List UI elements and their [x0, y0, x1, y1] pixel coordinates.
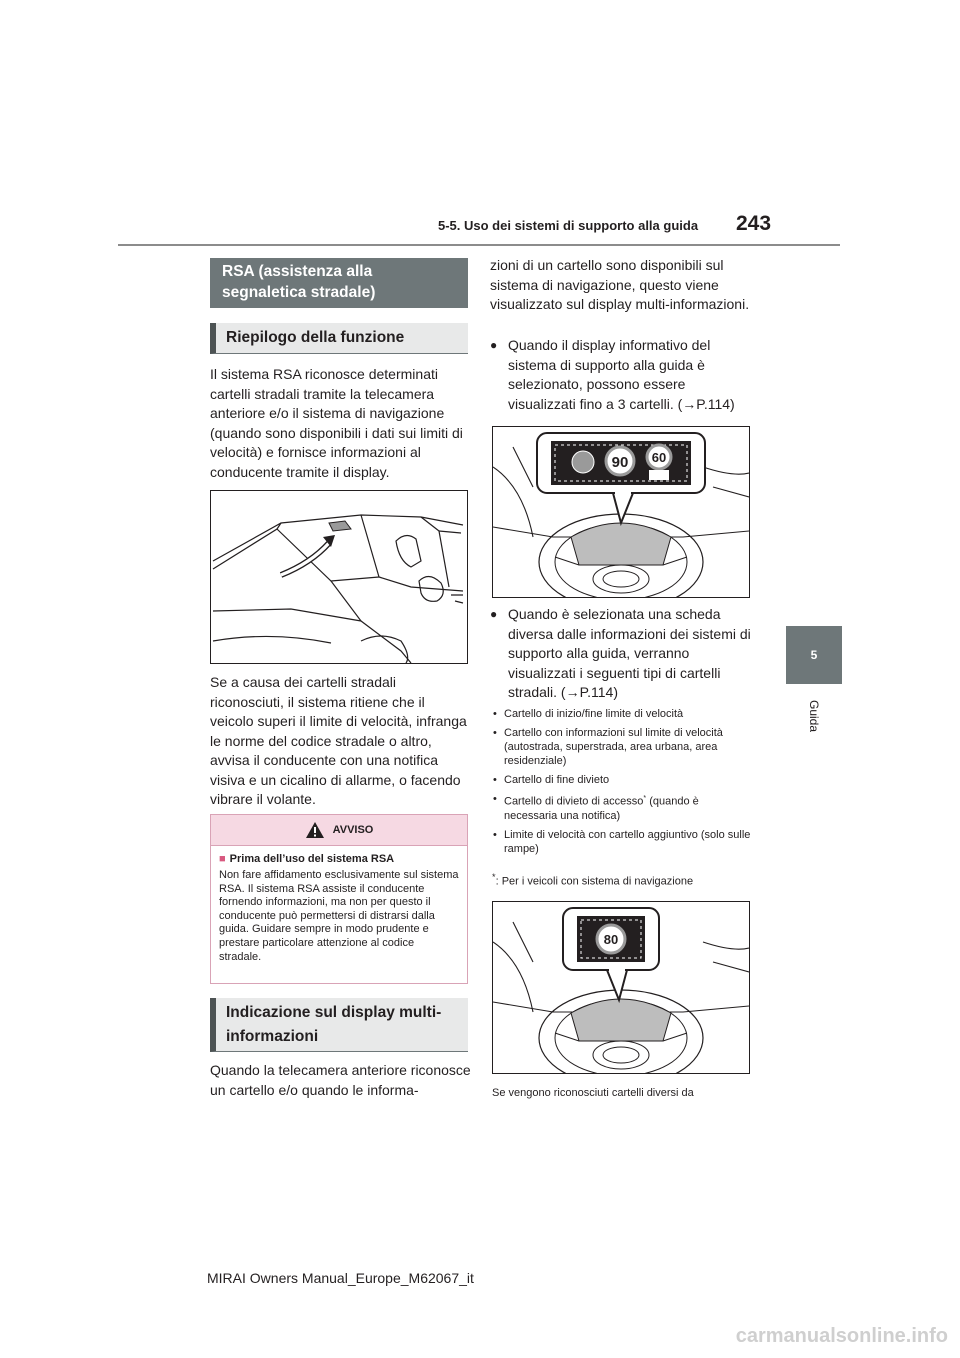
page-number: 243	[736, 212, 772, 235]
recognition-paragraph: Se a causa dei cartelli stradali riconosciuti, il sistema ritiene che il veicolo superi il limite di velocità, infranga le norme del codice stradale o altro, avvisa il conducente con una notifica visiva e un cicalino di allarme, o facendo vibrare il volante.	[210, 674, 467, 807]
header-divider	[118, 244, 840, 246]
footnote-marker: *	[643, 795, 647, 802]
display-paragraph: Quando la telecamera anteriore riconosce un cartello e/o quando le informa-	[210, 1062, 471, 1098]
sign-80: 80	[603, 932, 619, 947]
chapter-tab[interactable]	[786, 626, 842, 684]
continuation-paragraph: zioni di un cartello sono disponibili sul sistema di navigazione, questo viene visualizzato sul display multi-informazioni.	[490, 257, 750, 312]
warning-subtitle: Prima dell’uso del sistema RSA	[229, 853, 395, 865]
footnote-asterisk: *	[492, 872, 496, 882]
overview-paragraph: Il sistema RSA riconosce determinati cartelli stradali tramite la telecamera anteriore e/o il sistema di navigazione (quando sono disponibili i dati sui limiti di velocità) e fornisce informazioni al conducente tramite il display.	[210, 366, 463, 480]
list-item-no-entry: • Cartello di divieto di accesso* (quando è necessaria una notifica)	[492, 792, 754, 823]
footnote: *: Per i veicoli con sistema di navigazione	[492, 872, 694, 888]
list-item: • Cartello di fine divieto	[492, 773, 754, 787]
warning-body: Non fare affidamento esclusivamente sul sistema RSA. Il sistema RSA assiste il conducente fornendo informazioni, ma non per questo il conducente può permettersi di distrarsi dalla guida. Guidare sempre in modo prudente e prestare particolare attenzione al codice stradale.	[219, 869, 459, 963]
list-item: • Limite di velocità con cartello aggiuntivo (solo sulle rampe)	[492, 828, 754, 856]
single-sign-display-figure	[492, 901, 750, 1074]
main-heading: RSA (assistenza alla segnaletica stradale)	[210, 258, 468, 308]
sign-90: 90	[611, 454, 629, 471]
three-signs-display-figure	[492, 426, 750, 598]
warning-box	[210, 814, 468, 984]
windshield-camera-figure	[210, 490, 468, 664]
chapter-label-wrap	[778, 692, 850, 740]
chapter-number: 5	[810, 648, 818, 662]
bullet-driving-support-display: ● Quando il display informativo del sistema di supporto alla guida è selezionato, possono essere visualizzati fino a 3 cartelli. (→P.114)	[490, 336, 752, 414]
bullet-other-tab-display: ● Quando è selezionata una scheda diversa dalle informazioni dei sistemi di supporto alla guida, verranno visualizzati i seguenti tipi di cartelli stradali. (→P.114)	[490, 605, 752, 703]
square-bullet-icon: ■	[219, 853, 226, 865]
warning-subtitle-row	[211, 846, 467, 865]
list-item: • Cartello di inizio/fine limite di velocità	[492, 707, 754, 721]
warning-triangle-icon	[305, 821, 325, 839]
chapter-label: Guida	[807, 699, 821, 733]
sign-60: 60	[651, 450, 667, 465]
warning-title: AVVISO	[332, 824, 374, 836]
warning-header	[211, 815, 467, 846]
bottom-caption: Se vengono riconosciuti cartelli diversi da	[492, 1087, 694, 1099]
sign-types-list	[492, 707, 754, 861]
list-item: • Cartello con informazioni sul limite di velocità (autostrada, superstrada, area urbana, area residenziale)	[492, 726, 754, 768]
display-heading: Indicazione sul display multi-informazioni	[210, 998, 468, 1052]
manual-footer: MIRAI Owners Manual_Europe_M62067_it	[207, 1270, 474, 1286]
section-title: 5-5. Uso dei sistemi di supporto alla guida	[438, 218, 699, 233]
watermark: carmanualsonline.info	[735, 1325, 948, 1347]
overview-heading: Riepilogo della funzione	[210, 323, 468, 354]
